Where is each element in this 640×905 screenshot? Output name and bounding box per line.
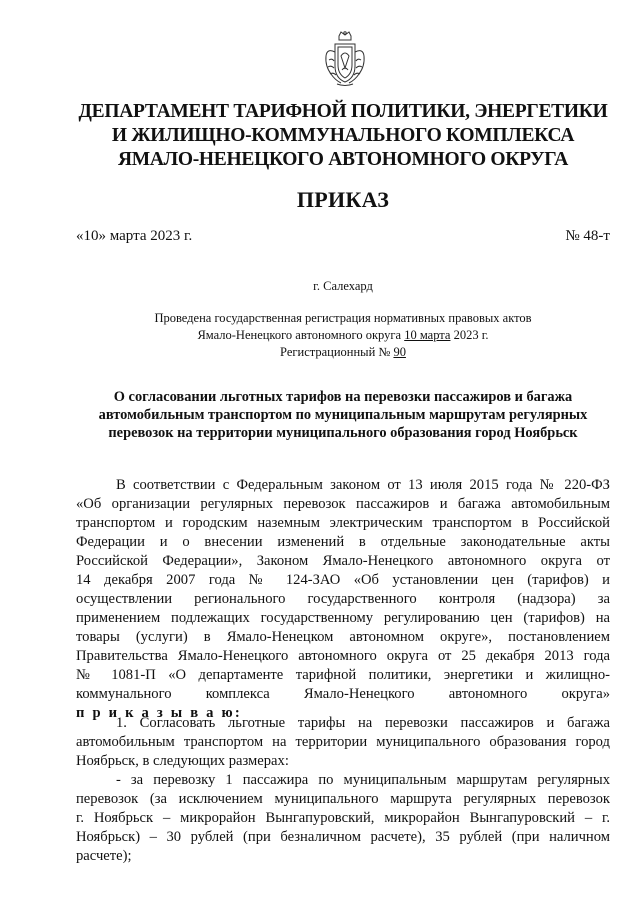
city: г. Салехард xyxy=(313,279,373,293)
text-line: применением подлежащих государственному регулированию цен (тарифов) на xyxy=(76,610,610,626)
subject-line: О согласовании льготных тарифов на перевозки пассажиров и багажа xyxy=(113,389,573,405)
order-word: п р и к а з ы в а ю: xyxy=(76,705,242,721)
department-name xyxy=(60,100,626,172)
text-line: - за перевозку 1 пассажира по муниципальным маршрутам регулярных xyxy=(116,772,610,788)
text-line: Российской Федерации», Законом Ямало-Ненецкого автономного округа от xyxy=(76,553,610,569)
text-line: осуществлении регионального государственного контроля (надзора) за xyxy=(76,591,610,607)
subject-line: автомобильным транспортом по муниципальным маршрутам регулярных xyxy=(98,407,588,423)
text-line: В соответствии с Федеральным законом от 13 июля 2015 года № 220-ФЗ xyxy=(116,477,610,493)
text-line: Ноябрьск, в следующих размерах: xyxy=(76,753,289,769)
department-line: И ЖИЛИЩНО-КОММУНАЛЬНОГО КОМПЛЕКСА xyxy=(111,125,575,146)
registration-line-1: Проведена государственная регистрация нормативных правовых актов xyxy=(154,311,532,325)
registration-date: 10 марта xyxy=(404,328,451,342)
text-line: «Об организации регулярных перевозок пассажиров и багажа автомобильным xyxy=(76,496,610,512)
order-subject xyxy=(74,388,612,442)
text-line: перевозок (за исключением муниципального маршрута регулярных перевозок xyxy=(76,791,610,807)
item-1-paragraph xyxy=(76,714,610,866)
text-line: товары (услуги) в Ямало-Ненецком автономном округе», постановлением xyxy=(76,629,610,645)
subject-line: перевозок на территории муниципального образования город Ноябрьск xyxy=(108,425,578,441)
text-line: транспортом и городским наземным электрическим транспортом в Российской xyxy=(76,515,610,531)
registration-line-2: Ямало-Ненецкого автономного округа 10 марта 2023 г. xyxy=(197,328,489,342)
text-line: автомобильным транспортом на территории муниципального образования город xyxy=(76,734,610,750)
registration-stamp xyxy=(100,310,586,361)
coat-of-arms-icon xyxy=(321,30,369,88)
preamble-paragraph xyxy=(76,476,610,723)
order-number: № 48-т xyxy=(565,228,610,244)
text-line: Федерации и о внесении изменений в отдельные законодательные акты xyxy=(76,534,610,550)
text-line: расчете); xyxy=(76,848,132,864)
order-date: «10» марта 2023 г. xyxy=(76,228,193,244)
text-line: № 1081-П «О департаменте тарифной политики, энергетики и жилищно- xyxy=(76,667,610,683)
text-line: 14 декабря 2007 года № 124-ЗАО «Об установлении цен (тарифов) и xyxy=(76,572,610,588)
registration-line-3: Регистрационный № 90 xyxy=(280,345,406,359)
text-line: Ноябрьск) – 30 рублей (при безналичном расчете), 35 рублей (при наличном xyxy=(76,829,610,845)
text-line: коммунального комплекса Ямало-Ненецкого автономного округа» xyxy=(76,686,610,702)
department-line: ЯМАЛО-НЕНЕЦКОГО АВТОНОМНОГО ОКРУГА xyxy=(117,149,569,170)
text-line: г. Ноябрьск – микрорайон Вынгапуровский, микрорайон Вынгапуровский – г. xyxy=(76,810,610,826)
text-line: Правительства Ямало-Ненецкого автономного округа от 25 декабря 2013 года xyxy=(76,648,610,664)
registration-number: 90 xyxy=(393,345,406,359)
text-line: 1. Согласовать льготные тарифы на перевозки пассажиров и багажа xyxy=(116,715,610,731)
document-type-title: ПРИКАЗ xyxy=(296,187,390,212)
department-line: ДЕПАРТАМЕНТ ТАРИФНОЙ ПОЛИТИКИ, ЭНЕРГЕТИКИ xyxy=(78,101,608,122)
